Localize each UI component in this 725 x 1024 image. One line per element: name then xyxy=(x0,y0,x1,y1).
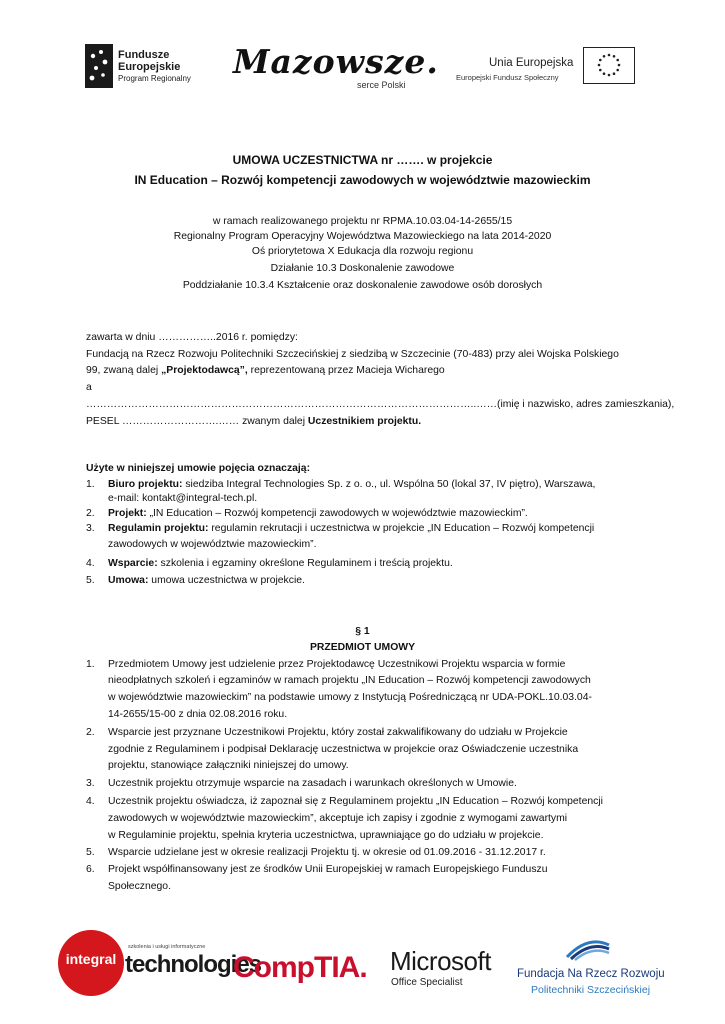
microsoft-logo: Microsoft xyxy=(390,946,491,976)
fundusze-europejskie-text xyxy=(118,49,191,85)
definition-term: Regulamin projektu: xyxy=(108,523,209,534)
definition-num: 2. xyxy=(86,508,95,519)
section-item-num: 2. xyxy=(86,727,95,738)
section-line: 14-2655/15-00 z dnia 02.08.2016 roku. xyxy=(108,709,288,720)
ue-title: Unia Europejska xyxy=(489,57,574,69)
ue-subtitle: Europejski Fundusz Społeczny xyxy=(456,73,559,82)
definition-num: 3. xyxy=(86,523,95,534)
section-item-num: 5. xyxy=(86,847,95,858)
fundacja-name-2: Politechniki Szczecińskiej xyxy=(531,984,651,996)
section-item-num: 4. xyxy=(86,796,95,807)
section-line: Społecznego. xyxy=(108,881,171,892)
section-line: zawodowych w województwie mazowieckim”, akceptuje ich zapisy i zgodnie z wymogami zawartymi xyxy=(108,813,568,824)
definition-item xyxy=(108,478,595,491)
section-item-num: 3. xyxy=(86,778,95,789)
section-item-num: 6. xyxy=(86,864,95,875)
definition-num: 1. xyxy=(86,479,95,490)
intro-line: Poddziałanie 10.3.4 Kształcenie oraz doskonalenie zawodowe osób dorosłych xyxy=(182,280,543,291)
definition-term: Projekt: xyxy=(108,508,147,519)
intro-line: Oś priorytetowa X Edukacja dla rozwoju regionu xyxy=(251,246,474,257)
definition-item xyxy=(108,507,528,520)
pesel-text: PESEL ……………………….…… zwanym dalej xyxy=(86,416,308,427)
technologies-tagline: szkolenia i usługi informatyczne xyxy=(128,944,206,950)
fundacja-name: Fundacja Na Rzecz Rozwoju xyxy=(517,968,665,980)
section-line: projektu, stanowiące załączniki niniejszej do umowy. xyxy=(108,760,349,771)
section-line: w województwie mazowieckim” na podstawie umowy z Instytucją Pośredniczącą nr UDA-POKL.10.03.04- xyxy=(108,692,592,703)
definition-text: siedziba Integral Technologies Sp. z o. o., ul. Wspólna 50 (lokal 37, IV piętro), Warszawa, xyxy=(182,479,596,490)
section-line: Wsparcie jest przyznane Uczestnikowi Projektu, który został zakwalifikowany do udziału w Projekcie xyxy=(108,727,568,738)
fe-line3: Program Regionalny xyxy=(118,74,191,83)
definition-text: „IN Education – Rozwój kompetencji zawodowych w województwie mazowieckim”. xyxy=(146,508,528,519)
definition-item xyxy=(108,574,305,587)
definition-num: 4. xyxy=(86,558,95,569)
section-line: Uczestnik projektu oświadcza, iż zapoznał się z Regulaminem projektu „IN Education – Rozwój kompetencji xyxy=(108,796,603,807)
section-line: Uczestnik projektu otrzymuje wsparcie na zasadach i warunkach określonych w Umowie. xyxy=(108,778,517,789)
section-line: Wsparcie udzielane jest w okresie realizacji Projektu tj. w okresie od 01.09.2016 - 31.12.2017 r. xyxy=(108,847,546,858)
mazowsze-logo: Mazowsze. xyxy=(233,42,439,81)
definition-text: umowa uczestnictwa w projekcie. xyxy=(148,575,305,586)
definition-term: Biuro projektu: xyxy=(108,479,183,490)
section-line: Przedmiotem Umowy jest udzielenie przez Projektodawcę Uczestnikowi Projektu wsparcia w formie xyxy=(108,659,566,670)
intro-line: w ramach realizowanego projektu nr RPMA.10.03.04-14-2655/15 xyxy=(212,216,513,227)
parties-text: reprezentowaną przez Macieja Wicharego xyxy=(247,365,445,376)
uczestnik: Uczestnikiem projektu. xyxy=(307,416,422,427)
fe-line1: Fundusze xyxy=(118,49,170,61)
microsoft-subtitle: Office Specialist xyxy=(391,977,463,988)
mazowsze-subtitle: serce Polski xyxy=(357,80,406,90)
definition-item xyxy=(108,522,594,535)
section-line: Projekt współfinansowany jest ze środków Unii Europejskiej w ramach Europejskiego Funduszu xyxy=(108,864,548,875)
eu-flag-icon xyxy=(583,47,635,84)
definition-text: regulamin rekrutacji i uczestnictwa w projekcie „IN Education – Rozwój kompetencji xyxy=(208,523,595,534)
contract-title: UMOWA UCZESTNICTWA nr ……. w projekcie xyxy=(232,153,493,167)
section-item-num: 1. xyxy=(86,659,95,670)
fundusze-europejskie-logo-icon xyxy=(85,44,113,88)
parties-and: a xyxy=(86,382,92,393)
parties-line: Fundacją na Rzecz Rozwoju Politechniki Szczecińskiej z siedzibą w Szczecinie (70-483) przy alei Wojska Polskiego xyxy=(86,349,619,360)
definition-cont: zawodowych w województwie mazowieckim”. xyxy=(108,539,317,550)
participant-name-field: …………………………………………………………………………………………………..……(imię i nazwisko, adres zamieszkania), xyxy=(86,399,675,410)
fundacja-logo-icon xyxy=(563,935,613,961)
comptia-logo: CompTIA. xyxy=(233,951,367,984)
pesel-line xyxy=(86,415,421,428)
integral-logo-text: integral xyxy=(65,951,117,967)
section-heading: PRZEDMIOT UMOWY xyxy=(309,642,416,653)
project-title: IN Education – Rozwój kompetencji zawodowych w województwie mazowieckim xyxy=(134,173,591,187)
definition-cont: e-mail: kontakt@integral-tech.pl. xyxy=(108,493,258,504)
section-line: zgodnie z Regulaminem i podpisał Deklarację uczestnictwa w projekcie oraz Oświadczenie uczestnika xyxy=(108,744,579,755)
definitions-heading: Użyte w niniejszej umowie pojęcia oznaczają: xyxy=(86,463,311,474)
parties-text: 99, zwaną dalej xyxy=(86,365,162,376)
section-symbol: § 1 xyxy=(355,626,370,637)
definition-text: szkolenia i egzaminy określone Regulaminem i treścią projektu. xyxy=(157,558,453,569)
technologies-logo: technologies xyxy=(125,951,262,978)
parties-line xyxy=(86,364,445,377)
section-line: nieodpłatnych szkoleń i egzaminów w ramach projektu „IN Education – Rozwój kompetencji zawodowych xyxy=(108,675,591,686)
definition-term: Wsparcie: xyxy=(108,558,158,569)
definition-item xyxy=(108,557,453,570)
section-line: w Regulaminie projektu, spełnia kryteria uczestnictwa, uprawniające go do udziału w projekcie. xyxy=(108,830,544,841)
projektodawca: „Projektodawcą”, xyxy=(161,365,248,376)
intro-line: Działanie 10.3 Doskonalenie zawodowe xyxy=(270,263,455,274)
parties-date: zawarta w dniu ……………..2016 r. pomiędzy: xyxy=(86,332,298,343)
definition-term: Umowa: xyxy=(108,575,149,586)
intro-line: Regionalny Program Operacyjny Województwa Mazowieckiego na lata 2014-2020 xyxy=(173,231,552,242)
definition-num: 5. xyxy=(86,575,95,586)
fe-line2: Europejskie xyxy=(118,61,181,73)
